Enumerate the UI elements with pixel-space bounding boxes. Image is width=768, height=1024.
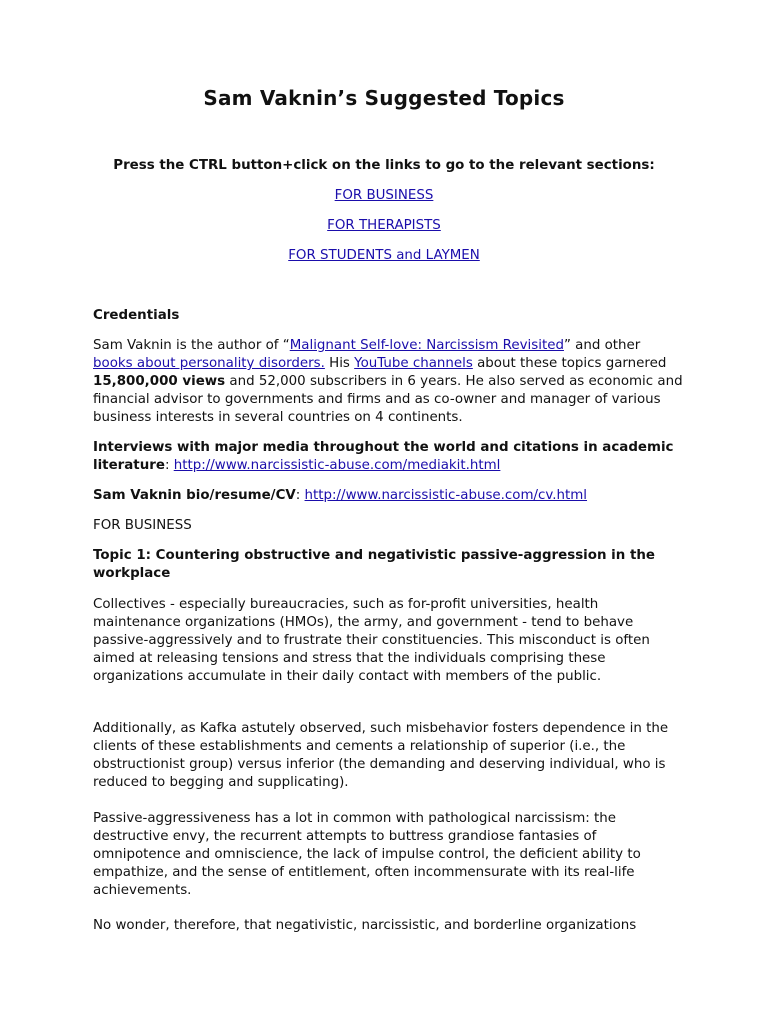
text-segment: and 52,000 subscribers in 6 years. He also served as economic and financial advisor to governments and firms and as co-owner and manager of various business interests in several countries on 4 continents. [93, 374, 683, 425]
credentials-paragraph [93, 337, 683, 427]
instructions-text: Press the CTRL button+click on the links to go to the relevant sections: [113, 158, 655, 173]
interviews-label: Interviews with major media throughout the world and citations in academic literature [93, 440, 674, 473]
text-segment: ” and other [563, 338, 641, 353]
cv-link[interactable]: http://www.narcissistic-abuse.com/cv.html [304, 488, 588, 503]
credentials-heading: Credentials [93, 308, 180, 323]
nav-link-students[interactable]: FOR STUDENTS and LAYMEN [288, 248, 480, 263]
topic1-title: Topic 1: Countering obstructive and negativistic passive-aggression in the workplace [93, 548, 655, 581]
nav-link-business[interactable]: FOR BUSINESS [334, 188, 434, 203]
text-segment: : [295, 488, 305, 503]
interviews-paragraph [93, 439, 683, 475]
nav-link-business-wrap [93, 188, 675, 203]
business-paragraph-1: Collectives - especially bureaucracies, such as for-profit universities, health maintenance organizations (HMOs), the army, and government - tend to behave passive-aggressively and to frustrate their constituencies. This misconduct is often aimed at releasing tensions and stress that the individuals comprising these organizations accumulate in their daily contact with members of the public. [93, 597, 650, 684]
document-title: Sam Vaknin’s Suggested Topics [203, 86, 565, 110]
book-link-malignant-self-love[interactable]: Malignant Self-love: Narcissism Revisited [289, 338, 564, 353]
nav-link-therapists-wrap [93, 218, 675, 233]
youtube-channels-link[interactable]: YouTube channels [354, 356, 473, 371]
business-paragraph-2: Additionally, as Kafka astutely observed, such misbehavior fosters dependence in the clients of these establishments and cements a relationship of superior (i.e., the obstructionist group) versus inferior (the demanding and deserving individual, who is reduced to begging and supplicating). [93, 721, 669, 790]
nav-link-therapists[interactable]: FOR THERAPISTS [327, 218, 441, 233]
bio-paragraph [93, 487, 683, 505]
bio-label: Sam Vaknin bio/resume/CV [93, 488, 296, 503]
business-heading: FOR BUSINESS [93, 518, 192, 533]
text-segment: : [164, 458, 174, 473]
views-count: 15,800,000 views [93, 374, 226, 389]
mediakit-link[interactable]: http://www.narcissistic-abuse.com/mediakit.html [173, 458, 501, 473]
text-segment: Sam Vaknin is the author of “ [93, 338, 290, 353]
business-paragraph-3: Passive-aggressiveness has a lot in common with pathological narcissism: the destructive envy, the recurrent attempts to buttress grandiose fantasies of omnipotence and omniscience, the lack of impulse control, the deficient ability to empathize, and the sense of entitlement, often incommensurate with its real-life achievements. [93, 811, 641, 898]
text-segment: about these topics garnered [472, 356, 667, 371]
business-paragraph-4: No wonder, therefore, that negativistic, narcissistic, and borderline organizations [93, 918, 637, 933]
books-link-personality-disorders[interactable]: books about personality disorders. [93, 356, 325, 371]
text-segment: His [324, 356, 355, 371]
nav-link-students-wrap [93, 248, 675, 263]
